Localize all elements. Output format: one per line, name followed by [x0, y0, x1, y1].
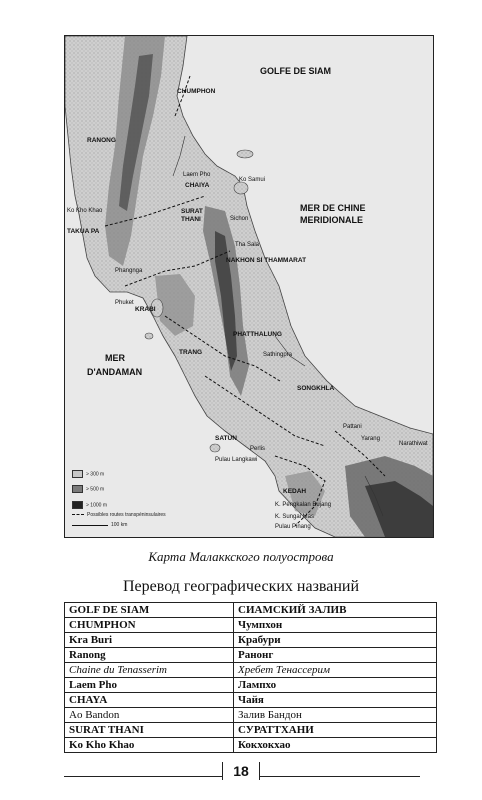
- table-title: Перевод географических названий: [122, 578, 360, 595]
- cell-russian-name: СИАМСКИЙ ЗАЛИВ: [234, 603, 437, 618]
- place-label: TRANG: [179, 349, 203, 356]
- place-label: THANI: [181, 216, 201, 223]
- scale-bar: [72, 522, 127, 528]
- cell-original-name: CHAYA: [65, 693, 234, 708]
- footer-rule-right: [260, 776, 420, 777]
- legend-item: [72, 470, 104, 478]
- cell-russian-name: Ранонг: [234, 648, 437, 663]
- cell-original-name: Ranong: [65, 648, 234, 663]
- place-label: KRABI: [135, 306, 156, 313]
- place-label: Perlis: [250, 446, 266, 452]
- label-golfe-de-siam: GOLFE DE SIAM: [260, 66, 332, 76]
- footer-rule-left: [64, 776, 222, 777]
- cell-russian-name: Крабури: [234, 633, 437, 648]
- table-row: [65, 738, 437, 753]
- cell-russian-name: Лампхо: [234, 678, 437, 693]
- legend-swatch: [72, 485, 83, 493]
- place-label: K. Pengkalan Bujang: [275, 502, 332, 508]
- page-number: 18: [222, 762, 260, 780]
- place-label: RANONG: [87, 137, 116, 144]
- map-figure: [64, 35, 434, 538]
- place-label: Tha Sala: [235, 242, 260, 248]
- place-label: Yarang: [361, 436, 380, 442]
- cell-original-name: CHUMPHON: [65, 618, 234, 633]
- place-label: PHATTHALUNG: [233, 331, 282, 338]
- place-label: Pulau Pinang: [275, 524, 311, 530]
- place-label: SONGKHLA: [297, 385, 335, 392]
- legend-label: Possibles routes transpéninsulaires: [87, 512, 166, 518]
- place-label: SURAT: [181, 208, 203, 215]
- place-label: Ko Samui: [239, 177, 266, 183]
- table-row: [65, 603, 437, 618]
- cell-original-name: GOLF DE SIAM: [65, 603, 234, 618]
- label-mer-de-chine-1: MER DE CHINE: [300, 203, 366, 213]
- place-label: Phuket: [115, 300, 134, 306]
- place-label: NAKHON SI THAMMARAT: [226, 257, 307, 264]
- cell-original-name: Chaine du Tenasserim: [65, 663, 234, 678]
- table-row: [65, 678, 437, 693]
- place-label: Narathiwat: [399, 441, 428, 447]
- place-label: Sathingpra: [263, 352, 293, 358]
- table-row: [65, 648, 437, 663]
- cell-russian-name: Чумпхон: [234, 618, 437, 633]
- place-label: Pattani: [343, 424, 362, 430]
- map-caption: Карта Малаккского полуострова: [148, 549, 334, 564]
- place-label: Laem Pho: [183, 172, 211, 178]
- legend-label: > 300 m: [86, 471, 105, 478]
- cell-original-name: Ao Bandon: [65, 708, 234, 723]
- label-mer-de-chine-2: MERIDIONALE: [300, 215, 363, 225]
- place-label: Ko Kho Khao: [67, 208, 103, 214]
- place-label: KEDAH: [283, 488, 307, 495]
- table-row: [65, 708, 437, 723]
- cell-russian-name: Хребет Тенассерим: [234, 663, 437, 678]
- cell-original-name: Kra Buri: [65, 633, 234, 648]
- place-label: Pulau Langkawi: [215, 457, 258, 463]
- place-label: CHUMPHON: [177, 88, 216, 95]
- label-mer-andaman-1: MER: [105, 353, 125, 363]
- place-label: Sichon: [230, 216, 249, 222]
- cell-russian-name: СУРАТТХАНИ: [234, 723, 437, 738]
- ko-samui-island: [234, 182, 248, 194]
- legend-item: [72, 512, 166, 518]
- legend-item: [72, 485, 104, 493]
- legend-swatch: [72, 470, 83, 478]
- label-mer-andaman-2: D'ANDAMAN: [87, 367, 143, 377]
- cell-russian-name: Кокхокхао: [234, 738, 437, 753]
- table-row: [65, 663, 437, 678]
- legend-swatch: [72, 514, 84, 515]
- table-row: [65, 723, 437, 738]
- cell-russian-name: Чайя: [234, 693, 437, 708]
- translation-table: [64, 602, 437, 753]
- cell-original-name: Ko Kho Khao: [65, 738, 234, 753]
- table-row: [65, 633, 437, 648]
- cell-russian-name: Залив Бандон: [234, 708, 437, 723]
- legend-label: > 1000 m: [86, 502, 107, 509]
- legend-item: [72, 501, 107, 509]
- place-label: CHAIYA: [185, 182, 210, 189]
- place-label: TAKUA PA: [67, 228, 100, 235]
- scale-label: 100 km: [111, 522, 128, 528]
- table-row: [65, 618, 437, 633]
- cell-original-name: SURAT THANI: [65, 723, 234, 738]
- table-row: [65, 693, 437, 708]
- legend-label: > 500 m: [86, 486, 105, 493]
- place-label: SATUN: [215, 435, 237, 442]
- cell-original-name: Laem Pho: [65, 678, 234, 693]
- place-label: K. Sungai Mas: [275, 514, 315, 520]
- place-label: Phangnga: [115, 268, 143, 274]
- legend-swatch: [72, 501, 83, 509]
